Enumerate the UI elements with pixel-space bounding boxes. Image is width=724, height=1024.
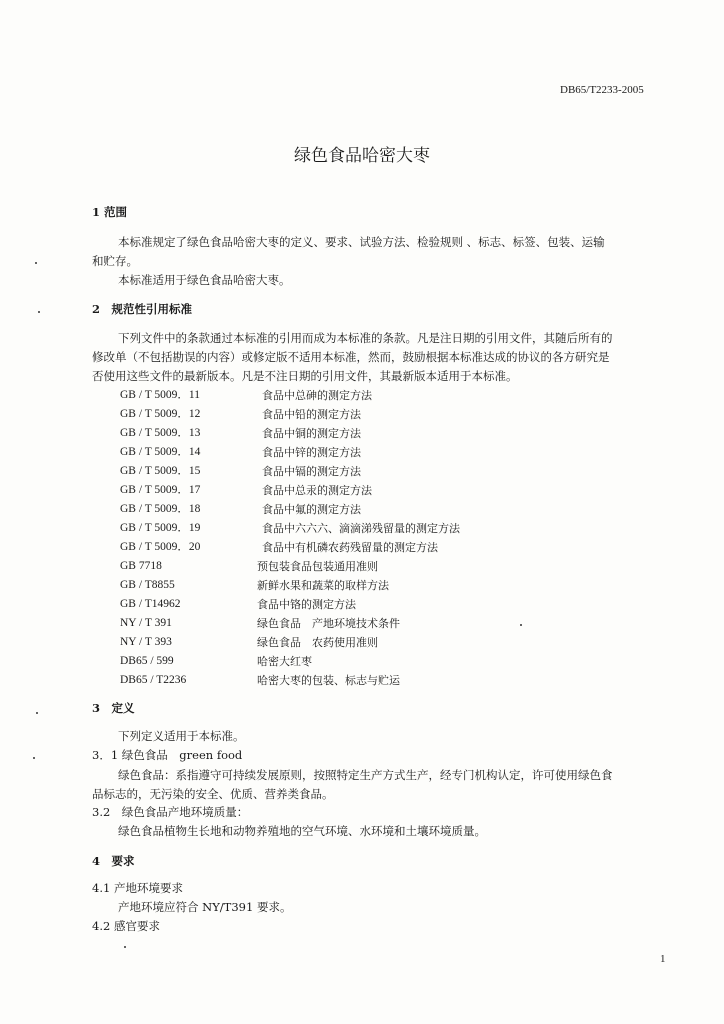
reference-code: GB / T 5009．12 xyxy=(120,408,201,420)
reference-code: DB65 / 599 xyxy=(120,655,174,667)
section-2-paragraph-line-2: 修改单（不包括勘误的内容）或修定版不适用本标准，然而，鼓励根据本标准达成的协议的各方研究是 xyxy=(92,350,610,364)
reference-title: 哈密大红枣 xyxy=(257,655,312,668)
section-2-paragraph-line-1: 下列文件中的条款通过本标准的引用而成为本标准的条款。凡是注日期的引用文件，其随后所有的 xyxy=(118,331,613,345)
reference-code: GB / T 5009．20 xyxy=(120,541,201,553)
reference-code: GB / T 5009．18 xyxy=(120,503,201,515)
scan-speck xyxy=(38,311,40,313)
section-2-paragraph-line-3: 否使用这些文件的最新版本。凡是不注日期的引用文件，其最新版本适用于本标准。 xyxy=(92,369,518,383)
definition-3-1-heading: 3．1 绿色食品 green food xyxy=(92,748,243,762)
scan-speck xyxy=(520,624,522,626)
reference-code: GB / T 5009．14 xyxy=(120,446,201,458)
reference-title: 哈密大枣的包装、标志与贮运 xyxy=(257,674,400,687)
reference-title: 食品中镉的测定方法 xyxy=(262,465,361,478)
reference-code: GB / T 5009．15 xyxy=(120,465,201,477)
reference-title: 绿色食品 农药使用准则 xyxy=(257,636,378,649)
definition-3-1-line-1: 绿色食品：系指遵守可持续发展原则，按照特定生产方式生产，经专门机构认定，许可使用绿色食 xyxy=(118,768,613,782)
scan-speck xyxy=(35,262,37,264)
definition-3-2-line-1: 绿色食品植物生长地和动物养殖地的空气环境、水环境和土壤环境质量。 xyxy=(118,824,486,838)
document-title: 绿色食品哈密大枣 xyxy=(294,146,430,166)
scan-speck xyxy=(36,712,38,714)
reference-title: 食品中总砷的测定方法 xyxy=(262,389,372,402)
requirement-4-1-heading: 4.1 产地环境要求 xyxy=(92,881,183,895)
reference-code: NY / T 393 xyxy=(120,636,172,648)
definition-3-1-line-2: 品标志的，无污染的安全、优质、营养类食品。 xyxy=(92,787,334,801)
section-3-heading: 3 定义 xyxy=(92,701,135,715)
reference-code: GB 7718 xyxy=(120,560,162,572)
reference-title: 食品中总汞的测定方法 xyxy=(262,484,372,497)
reference-title: 预包装食品包装通用准则 xyxy=(257,560,378,573)
definition-3-2-heading: 3.2 绿色食品产地环境质量： xyxy=(92,805,249,819)
reference-code: GB / T14962 xyxy=(120,598,181,610)
section-1-paragraph-1-line-2: 和贮存。 xyxy=(92,254,138,268)
document-number: DB65/T2233-2005 xyxy=(560,84,644,96)
reference-title: 新鲜水果和蔬菜的取样方法 xyxy=(257,579,389,592)
reference-code: GB / T 5009．13 xyxy=(120,427,201,439)
section-4-heading: 4 要求 xyxy=(92,854,135,868)
reference-title: 食品中氟的测定方法 xyxy=(262,503,361,516)
requirement-4-1-text: 产地环境应符合 NY/T391 要求。 xyxy=(118,900,292,914)
reference-title: 食品中铬的测定方法 xyxy=(257,598,356,611)
section-1-paragraph-2: 本标准适用于绿色食品哈密大枣。 xyxy=(118,273,291,287)
reference-title: 食品中有机磷农药残留量的测定方法 xyxy=(262,541,438,554)
reference-title: 食品中铅的测定方法 xyxy=(262,408,361,421)
reference-title: 食品中六六六、滴滴涕残留量的测定方法 xyxy=(262,522,460,535)
section-3-intro: 下列定义适用于本标准。 xyxy=(118,729,245,743)
reference-code: GB / T8855 xyxy=(120,579,175,591)
page-number: 1 xyxy=(660,953,666,965)
scan-speck xyxy=(33,757,35,759)
requirement-4-2-heading: 4.2 感官要求 xyxy=(92,919,160,933)
section-1-heading: 1 范围 xyxy=(92,205,128,219)
reference-code: NY / T 391 xyxy=(120,617,172,629)
reference-code: GB / T 5009．11 xyxy=(120,389,200,401)
section-2-heading: 2 规范性引用标准 xyxy=(92,302,193,316)
reference-code: DB65 / T2236 xyxy=(120,674,187,686)
section-1-paragraph-1-line-1: 本标准规定了绿色食品哈密大枣的定义、要求、试验方法、检验规则 、标志、标签、包装、运输 xyxy=(118,235,605,249)
reference-code: GB / T 5009．19 xyxy=(120,522,201,534)
scan-speck xyxy=(124,946,126,948)
reference-title: 食品中锌的测定方法 xyxy=(262,446,361,459)
reference-title: 食品中铜的测定方法 xyxy=(262,427,361,440)
reference-title: 绿色食品 产地环境技术条件 xyxy=(257,617,400,630)
reference-code: GB / T 5009．17 xyxy=(120,484,201,496)
